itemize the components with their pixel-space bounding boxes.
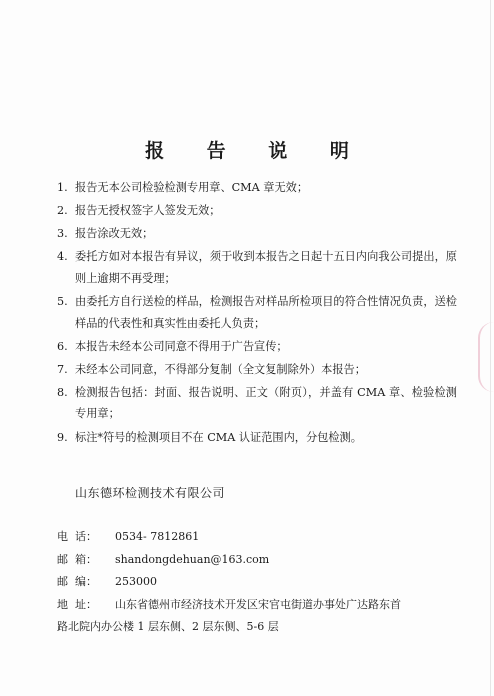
note-item — [57, 336, 457, 358]
note-number: 8. — [57, 385, 68, 399]
note-item — [57, 200, 457, 222]
note-number: 1. — [57, 181, 68, 194]
page-title: 报 告 说 明 — [145, 140, 367, 162]
note-item — [57, 427, 457, 449]
note-number: 3. — [57, 227, 68, 241]
email-value: shandongdehuan@163.com — [115, 552, 270, 566]
phone-value: 0534- 7812861 — [115, 530, 200, 543]
contact-block — [57, 526, 457, 639]
seal-edge-mark — [478, 322, 494, 392]
phone-row — [57, 526, 457, 549]
email-row — [57, 549, 457, 572]
postcode-label: 邮 编： — [57, 575, 97, 588]
note-item — [57, 177, 457, 199]
company-name: 山东德环检测技术有限公司 — [75, 486, 226, 500]
address-value: 山东省德州市经济技术开发区宋官屯街道办事处广达路东首 — [115, 597, 401, 611]
note-text: 标注*符号的检测项目不在 CMA 认证范围内，分包检测。 — [75, 430, 362, 444]
note-item — [57, 359, 457, 381]
note-text: 报告涂改无效； — [75, 227, 154, 241]
note-text: 本报告未经本公司同意不得用于广告宣传； — [75, 339, 288, 353]
note-text: 由委托方自行送检的样品，检测报告对样品所检项目的符合性情况负责，送检样品的代表性和真实性由委托人负责； — [75, 294, 457, 330]
note-number: 6. — [57, 339, 68, 353]
note-number: 4. — [57, 250, 68, 264]
note-number: 2. — [57, 204, 68, 218]
note-number: 7. — [57, 362, 68, 376]
address-row — [57, 594, 457, 617]
notes-list — [57, 177, 457, 450]
address-continuation-row — [57, 616, 457, 639]
note-item — [57, 291, 457, 334]
note-number: 9. — [57, 430, 68, 444]
note-item — [57, 246, 457, 289]
note-text: 报告无本公司检验检测专用章、CMA 章无效； — [75, 181, 309, 194]
note-item — [57, 223, 457, 245]
note-number: 5. — [57, 294, 68, 308]
email-label: 邮 箱： — [57, 552, 97, 566]
note-text: 检测报告包括：封面、报告说明、正文（附页），并盖有 CMA 章、检验检测专用章； — [75, 385, 457, 421]
postcode-value: 253000 — [115, 575, 157, 588]
note-text: 报告无授权签字人签发无效； — [75, 204, 221, 218]
phone-label: 电 话： — [57, 530, 97, 543]
address-label: 地 址： — [57, 597, 97, 611]
note-text: 委托方如对本报告有异议，须于收到本报告之日起十五日内向我公司提出，原则上逾期不再受理； — [75, 250, 457, 285]
postcode-row — [57, 571, 457, 594]
note-text: 未经本公司同意，不得部分复制（全文复制除外）本报告； — [75, 362, 366, 376]
scan-edge-line — [490, 0, 491, 696]
note-item — [57, 382, 457, 425]
address-value-continued: 路北院内办公楼 1 层东侧、2 层东侧、5-6 层 — [57, 620, 279, 633]
